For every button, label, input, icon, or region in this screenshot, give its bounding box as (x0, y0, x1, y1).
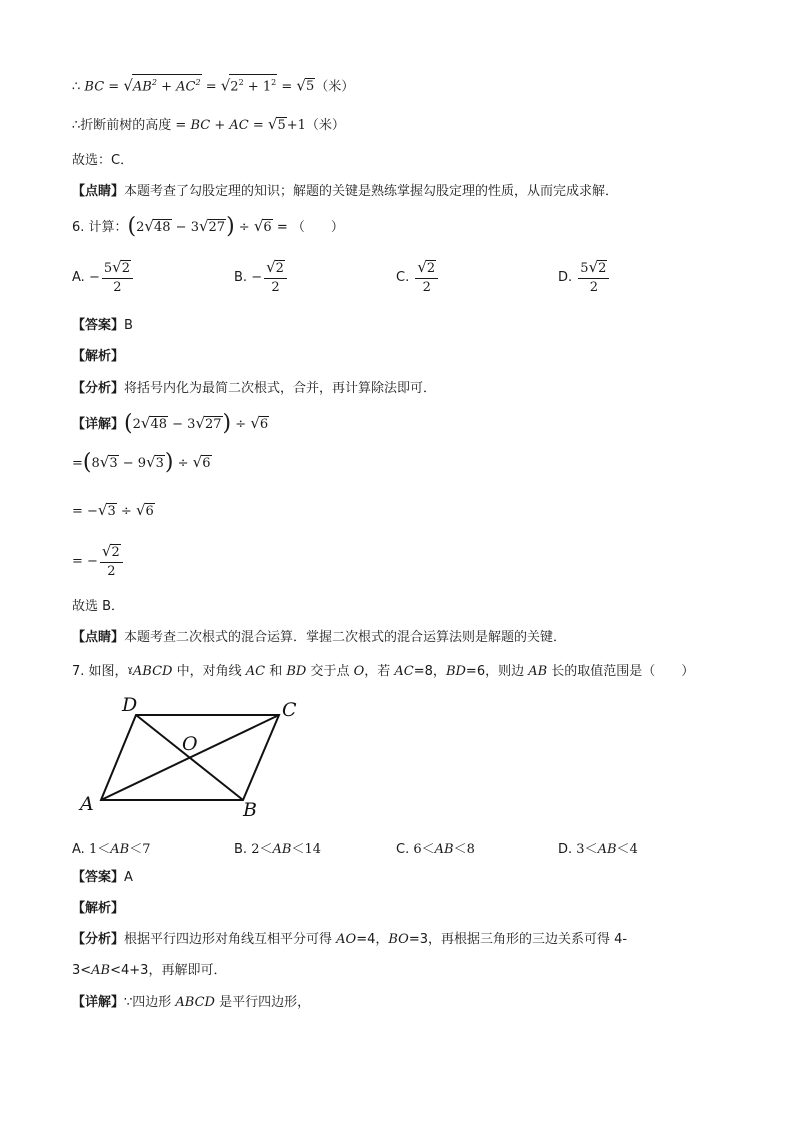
vertex-label-d: D (122, 694, 138, 716)
analysis-7: 【分析】根据平行四边形对角线互相平分可得 AO=4，BO=3，再根据三角形的三边关系可得 4- (72, 932, 628, 947)
option-7a[interactable]: A. 1＜AB＜7 (72, 842, 151, 857)
option-7d[interactable]: D. 3＜AB＜4 (558, 842, 638, 857)
comment-5: 【点睛】本题考查了勾股定理的知识；解题的关键是熟练掌握勾股定理的性质，从而完成求解． (72, 184, 619, 199)
question-6: 6. 计算：(2√48 − 3√27) ÷ √6 = （ ） (72, 214, 344, 239)
analysis-7-cont: 3<AB<4+3，再解即可． (72, 963, 227, 978)
tree-height-line: ∴折断前树的高度 = BC + AC = √5+1（米） (72, 115, 345, 133)
option-6b[interactable]: B. − $\frac{√2}{2}$ (234, 258, 289, 297)
step-3: = − $\frac{√2}{2}$ (72, 542, 125, 581)
detail-6: 【详解】(2√48 − 3√27) ÷ √6 (72, 411, 269, 436)
answer-7: 【答案】A (72, 870, 133, 885)
answer-6: 【答案】B (72, 318, 133, 333)
comment-6: 【点睛】本题考查二次根式的混合运算．掌握二次根式的混合运算法则是解题的关键． (72, 630, 567, 645)
choose-answer-6: 故选 B． (72, 599, 125, 614)
analysis-heading-6: 【解析】 (72, 349, 125, 364)
vertex-label-b: B (243, 799, 257, 821)
vertex-label-o: O (182, 733, 198, 755)
diagonal-bd (136, 715, 243, 800)
vertex-label-a: A (80, 793, 94, 815)
analysis-6: 【分析】将括号内化为最简二次根式，合并，再计算除法即可． (72, 381, 437, 396)
step-2: = −√3 ÷ √6 (72, 501, 154, 519)
option-7c[interactable]: C. 6＜AB＜8 (396, 842, 475, 857)
option-6d[interactable]: D. $\frac{5√2}{2}$ (558, 258, 611, 297)
parallelogram-figure (72, 690, 312, 825)
analysis-heading-7: 【解析】 (72, 901, 125, 916)
option-6c[interactable]: C. $\frac{√2}{2}$ (396, 258, 440, 297)
vertex-label-c: C (282, 699, 297, 721)
choose-answer-5: 故选：C． (72, 153, 134, 168)
question-7: 7. 如图，$^ɣ$ABCD 中，对角线 AC 和 BD 交于点 O，若 AC=8，BD=6，则边 AB 长的取值范围是（ ） (72, 664, 695, 679)
option-7b[interactable]: B. 2＜AB＜14 (234, 842, 322, 857)
pythagoras-line: ∴ BC = $√AB^2 + AC^2 = √2^2 + 1^2 = √5$（米） (72, 74, 354, 97)
step-1: =(8√3 − 9√3) ÷ √6 (72, 450, 211, 475)
option-6a[interactable]: A. − $\frac{5√2}{2}$ (72, 258, 135, 297)
detail-7: 【详解】∵四边形 ABCD 是平行四边形， (72, 995, 311, 1010)
